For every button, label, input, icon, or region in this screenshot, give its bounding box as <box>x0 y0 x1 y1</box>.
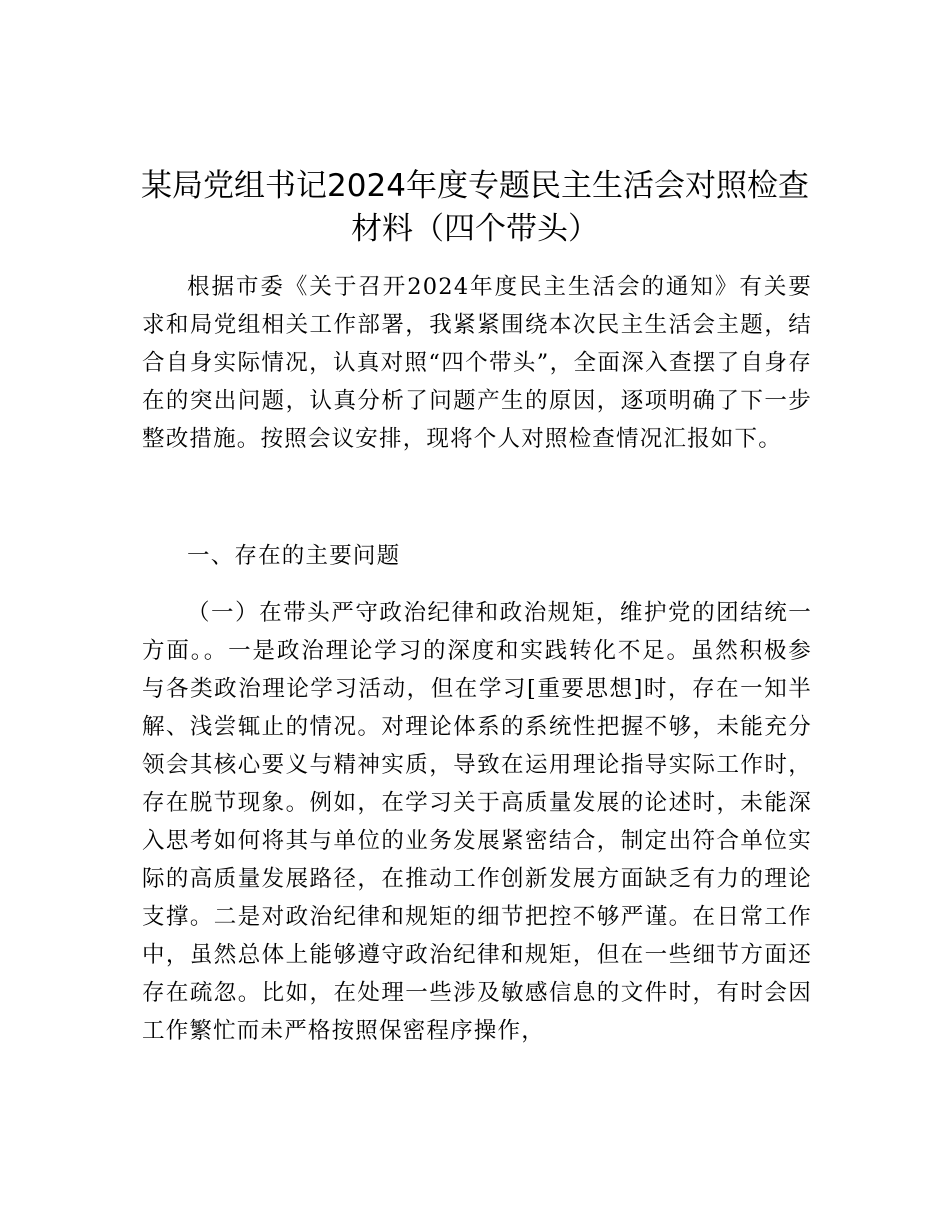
document-title: 某局党组书记2024年度专题民主生活会对照检查材料（四个带头） <box>141 168 809 247</box>
section-heading: 一、存在的主要问题 <box>187 543 401 569</box>
intro-paragraph: 根据市委《关于召开2024年度民主生活会的通知》有关要求和局党组相关工作部署，我紧紧围绕本次民主生活会主题，结合自身实际情况，认真对照“四个带头”，全面深入查摆了自身存在的突出问题，认真分析了问题产生的原因，逐项明确了下一步整改措施。按照会议安排，现将个人对照检查情况汇报如下。 <box>142 274 812 452</box>
section-1-paragraph: （一）在带头严守政治纪律和政治规矩，维护党的团结统一方面。。一是政治理论学习的深度和实践转化不足。虽然积极参与各类政治理论学习活动，但在学习[重要思想]时，存在一知半解、浅尝辄止的情况。对理论体系的系统性把握不够，未能充分领会其核心要义与精神实质，导致在运用理论指导实际工作时，存在脱节现象。例如，在学习关于高质量发展的论述时，未能深入思考如何将其与单位的业务发展紧密结合，制定出符合单位实际的高质量发展路径，在推动工作创新发展方面缺乏有力的理论支撑。二是对政治纪律和规矩的细节把控不够严谨。在日常工作中，虽然总体上能够遵守政治纪律和规矩，但在一些细节方面还存在疏忽。比如，在处理一些涉及敏感信息的文件时，有时会因工作繁忙而未严格按照保密程序操作， <box>142 600 812 1044</box>
